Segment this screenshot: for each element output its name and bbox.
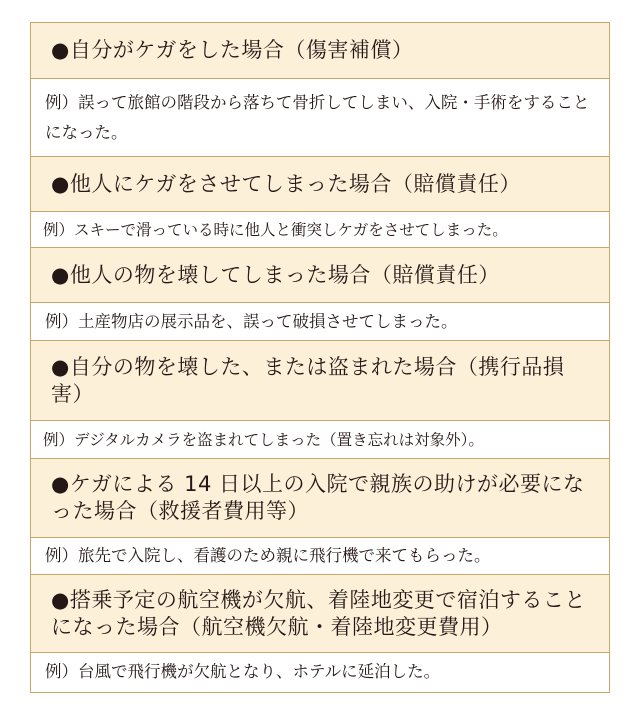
section-heading-injury	[31, 23, 609, 79]
section-example-flight-cancellation	[31, 653, 609, 691]
section-heading-injuring-others	[31, 157, 609, 212]
heading-text: ●搭乗予定の航空機が欠航、着陸地変更で宿泊することになった場合（航空機欠航・着陸地変更費用）	[51, 587, 586, 639]
section-example-rescuer-expenses	[31, 538, 609, 575]
example-text: 例）デジタルカメラを盗まれてしまった（置き忘れは対象外）。	[43, 430, 484, 449]
heading-text: ●他人にケガをさせてしまった場合（賠償責任）	[51, 171, 521, 196]
example-text: 例）旅先で入院し、看護のため親に飛行機で来てもらった。	[45, 546, 491, 565]
example-text: 例）土産物店の展示品を、誤って破損させてしまった。	[45, 311, 458, 331]
example-text: 例）台風で飛行機が欠航となり、ホテルに延泊した。	[45, 662, 441, 681]
section-example-injuring-others	[31, 212, 609, 248]
section-example-injury	[31, 79, 609, 157]
heading-text: ●ケガによる 14 日以上の入院で親族の助けが必要になった場合（救援者費用等）	[51, 472, 585, 523]
heading-text: ●自分がケガをした場合（傷害補償）	[51, 38, 414, 62]
section-heading-property-damage-others	[31, 248, 609, 303]
example-text: 例）誤って旅館の階段から落ちて骨折してしまい、入院・手術をすることになった。	[45, 92, 590, 142]
heading-text: ●他人の物を壊してしまった場合（賠償責任）	[51, 262, 500, 287]
example-text: 例）スキーで滑っている時に他人と衝突しケガをさせてしまった。	[43, 220, 508, 239]
section-heading-rescuer-expenses	[31, 459, 609, 538]
insurance-coverage-table	[30, 22, 610, 693]
heading-text: ●自分の物を壊した、または盗まれた場合（携行品損害）	[51, 354, 565, 406]
section-example-property-damage-others	[31, 303, 609, 341]
section-heading-personal-belongings	[31, 341, 609, 421]
section-example-personal-belongings	[31, 421, 609, 459]
section-heading-flight-cancellation	[31, 575, 609, 653]
